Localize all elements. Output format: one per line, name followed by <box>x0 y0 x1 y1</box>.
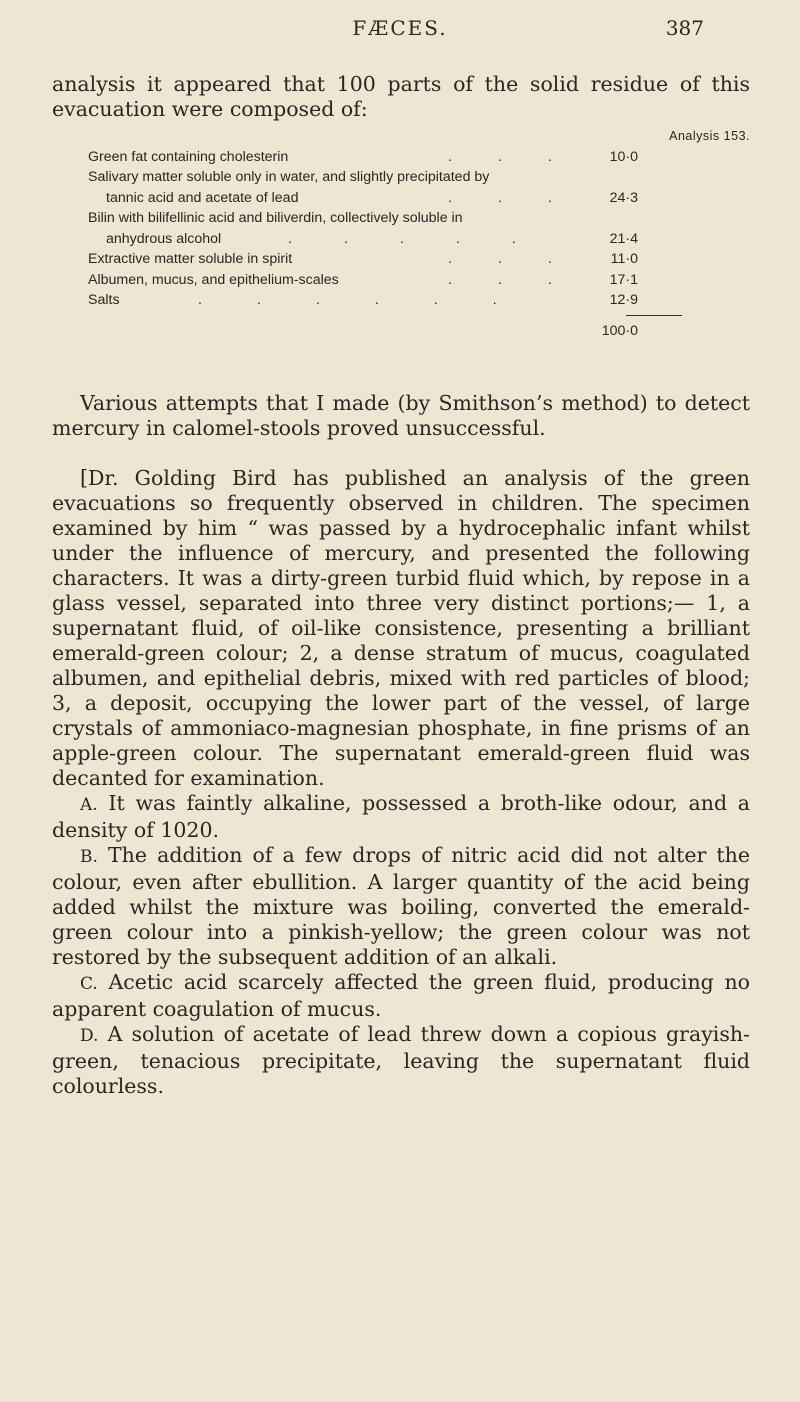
table-row <box>88 167 750 188</box>
row-label: tannic acid and acetate of lead <box>106 189 299 206</box>
row-label: Green fat containing cholesterin <box>88 148 289 165</box>
item-letter: D. <box>80 1026 99 1046</box>
row-value: 24·3 <box>609 189 638 206</box>
row-value: 21·4 <box>609 230 638 247</box>
item-text: A solution of acetate of lead threw down a copious grayish-green, tenacious precipitate, leaving the supernatant fluid colourless. <box>52 1022 750 1098</box>
row-value: 10·0 <box>609 148 638 165</box>
row-label: Salts <box>88 292 120 308</box>
leader-dots: ... <box>448 148 598 165</box>
page-header <box>0 16 800 46</box>
table-row <box>88 188 750 209</box>
row-label: Albumen, mucus, and epithelium-scales <box>88 271 339 288</box>
running-title: FÆCES. <box>352 16 448 40</box>
mercury-paragraph <box>52 391 750 441</box>
item-letter: C. <box>80 974 98 994</box>
table-row <box>88 249 750 270</box>
item-text: Acetic acid scarcely affected the green fluid, producing no apparent coagulation of mucus. <box>52 970 750 1021</box>
intro-text: analysis it appeared that 100 parts of the solid residue of this evacuation were composed of: <box>52 72 750 121</box>
table-row <box>88 270 750 291</box>
row-value: 11·0 <box>610 251 638 267</box>
item-text: It was faintly alkaline, possessed a broth-like odour, and a density of 1020. <box>52 791 750 842</box>
mercury-text: Various attempts that I made (by Smithson’s method) to detect mercury in calomel-stools proved unsuccessful. <box>52 391 750 440</box>
leader-dots: ... <box>448 251 598 267</box>
table-heading: Analysis 153. <box>669 129 750 143</box>
row-label: Salivary matter soluble only in water, and slightly precipitated by <box>88 169 490 185</box>
row-label: Bilin with bilifellinic acid and biliverdin, collectively soluble in <box>88 210 463 226</box>
item-c <box>52 970 750 1022</box>
table-row <box>88 290 750 311</box>
leader-dots: ... <box>448 271 598 288</box>
row-value: 12·9 <box>609 292 638 308</box>
row-label: anhydrous alcohol <box>106 230 222 247</box>
item-text: The addition of a few drops of nitric acid did not alter the colour, even after ebullition. A larger quantity of the acid being added whilst the mixture was boiling, converted the emerald-green colour into a pinkish-yellow; the green colour was not restored by the subsequent addition of an alkali. <box>52 843 750 969</box>
item-letter: B. <box>80 847 98 867</box>
table-total: 100·0 <box>601 322 638 339</box>
leader-dots: ... <box>448 189 598 206</box>
table-row <box>88 208 750 229</box>
analysis-table <box>88 126 750 339</box>
table-heading-row <box>88 126 750 147</box>
table-total-row <box>88 315 750 339</box>
row-label: Extractive matter soluble in spirit <box>88 251 293 267</box>
page-number: 387 <box>665 16 704 40</box>
table-row <box>88 229 750 250</box>
total-rule <box>626 315 682 316</box>
row-value: 17·1 <box>609 271 638 288</box>
golding-section <box>52 466 750 1099</box>
item-a <box>52 791 750 843</box>
item-letter: A. <box>80 795 98 815</box>
item-d <box>52 1022 750 1099</box>
table-row <box>88 147 750 168</box>
golding-paragraph: [Dr. Golding Bird has published an analysis of the green evacuations so frequently observed in children. The specimen examined by him “ was passed by a hydrocephalic infant whilst under the influence of mercury, and presented the following characters. It was a dirty-green turbid fluid which, by repose in a glass vessel, separated into three very distinct portions;— 1, a supernatant fluid, of oil-like consistence, presenting a brilliant emerald-green colour; 2, a dense stratum of mucus, coagulated albumen, and epithelial debris, mixed with red particles of blood; 3, a deposit, occupying the lower part of the vessel, of large crystals of ammoniaco-magnesian phosphate, in fine prisms of an apple-green colour. The supernatant emerald-green fluid was decanted for examination. <box>52 466 750 790</box>
leader-dots: ...... <box>198 292 552 308</box>
leader-dots: ..... <box>288 230 568 247</box>
item-b <box>52 843 750 970</box>
intro-paragraph <box>52 72 750 122</box>
